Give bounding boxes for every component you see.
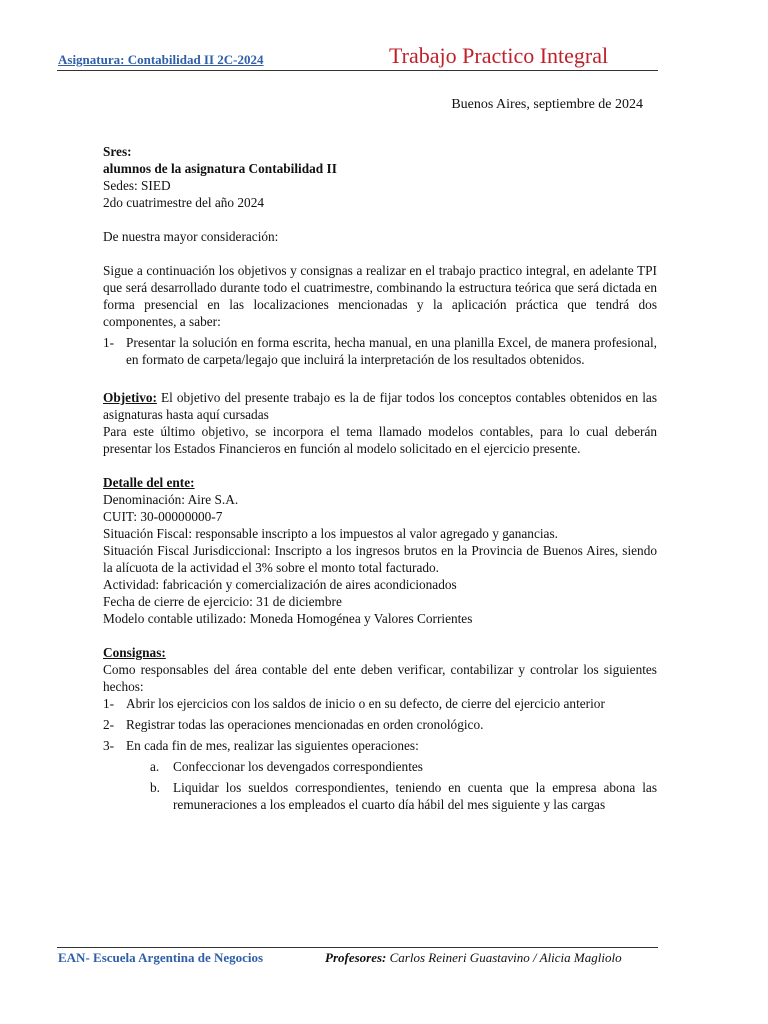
list-number: 2- [103, 717, 115, 732]
addressee-line-1: Sres: [103, 144, 132, 159]
entity-line: Situación Fiscal: responsable inscripto a los impuestos al valor agregado y ganancias. [103, 526, 558, 541]
addressee-line-2: alumnos de la asignatura Contabilidad II [103, 161, 337, 176]
instruction-sub-item [150, 779, 657, 813]
subject-header: Asignatura: Contabilidad II 2C-2024 [58, 52, 264, 67]
entity-line: Modelo contable utilizado: Moneda Homogénea y Valores Corrientes [103, 611, 473, 626]
list-text: Confeccionar los devengados correspondientes [173, 759, 423, 774]
list-number: 1- [103, 696, 115, 711]
salutation: De nuestra mayor consideración: [103, 229, 279, 244]
document-body [103, 143, 657, 817]
header-divider [57, 70, 658, 71]
list-text: En cada fin de mes, realizar las siguientes operaciones: [126, 738, 419, 753]
professors-label: Profesores: [325, 950, 387, 965]
entity-line: Denominación: Aire S.A. [103, 492, 239, 507]
intro-list-item [103, 334, 657, 368]
objective-label: Objetivo: [103, 390, 157, 405]
entity-line: Situación Fiscal Jurisdiccional: Inscripto a los ingresos brutos en la Provincia de Buenos Aires, siendo la alícuota de la actividad el 3% sobre el monto total facturado. [103, 543, 657, 575]
addressee-line-3: Sedes: SIED [103, 178, 171, 193]
footer-divider [57, 947, 658, 948]
list-text: Liquidar los sueldos correspondientes, teniendo en cuenta que la empresa abona las remuneraciones a los empleados el cuarto día hábil del mes siguiente y las cargas [173, 780, 657, 812]
instruction-item [103, 695, 657, 712]
instruction-item [103, 716, 657, 733]
footer-school: EAN- Escuela Argentina de Negocios [58, 950, 264, 965]
instruction-item [103, 737, 657, 754]
objective-paragraph [103, 389, 657, 423]
instructions-intro: Como responsables del área contable del ente deben verificar, contabilizar y controlar los siguientes hechos: [103, 662, 657, 694]
intro-paragraph: Sigue a continuación los objetivos y consignas a realizar en el trabajo practico integral, en adelante TPI que será desarrollado durante todo el cuatrimestre, combinando la estructura teórica que será dictada en forma presencial en las localizaciones mencionadas y la aplicación práctica que tendrá dos componentes, a saber: [103, 263, 657, 329]
document-title: Trabajo Practico Integral [389, 43, 609, 68]
list-text: Presentar la solución en forma escrita, hecha manual, en una planilla Excel, de manera profesional, en formato de carpeta/legajo que incluirá la interpretación de los resultados obtenidos. [126, 335, 657, 367]
entity-heading: Detalle del ente: [103, 475, 195, 490]
entity-line: Actividad: fabricación y comercialización de aires acondicionados [103, 577, 457, 592]
footer-professors [325, 950, 622, 966]
instruction-sub-item [150, 758, 657, 775]
list-letter: a. [150, 759, 160, 774]
entity-line: CUIT: 30-00000000-7 [103, 509, 223, 524]
entity-line: Fecha de cierre de ejercicio: 31 de diciembre [103, 594, 342, 609]
objective-paragraph-2: Para este último objetivo, se incorpora el tema llamado modelos contables, para lo cual deberán presentar los Estados Financieros en función al modelo solicitado en el ejercicio presente. [103, 424, 657, 456]
list-text: Abrir los ejercicios con los saldos de inicio o en su defecto, de cierre del ejercicio anterior [126, 696, 605, 711]
professors-names: Carlos Reineri Guastavino / Alicia Magliolo [386, 950, 622, 965]
objective-text: El objetivo del presente trabajo es la de fijar todos los conceptos contables obtenidos en las asignaturas hasta aquí cursadas [103, 390, 657, 422]
instructions-heading: Consignas: [103, 645, 166, 660]
list-letter: b. [150, 780, 160, 795]
addressee-line-4: 2do cuatrimestre del año 2024 [103, 195, 264, 210]
date-line: Buenos Aires, septiembre de 2024 [451, 97, 643, 112]
list-number: 1- [103, 335, 115, 350]
list-text: Registrar todas las operaciones mencionadas en orden cronológico. [126, 717, 484, 732]
list-number: 3- [103, 738, 115, 753]
